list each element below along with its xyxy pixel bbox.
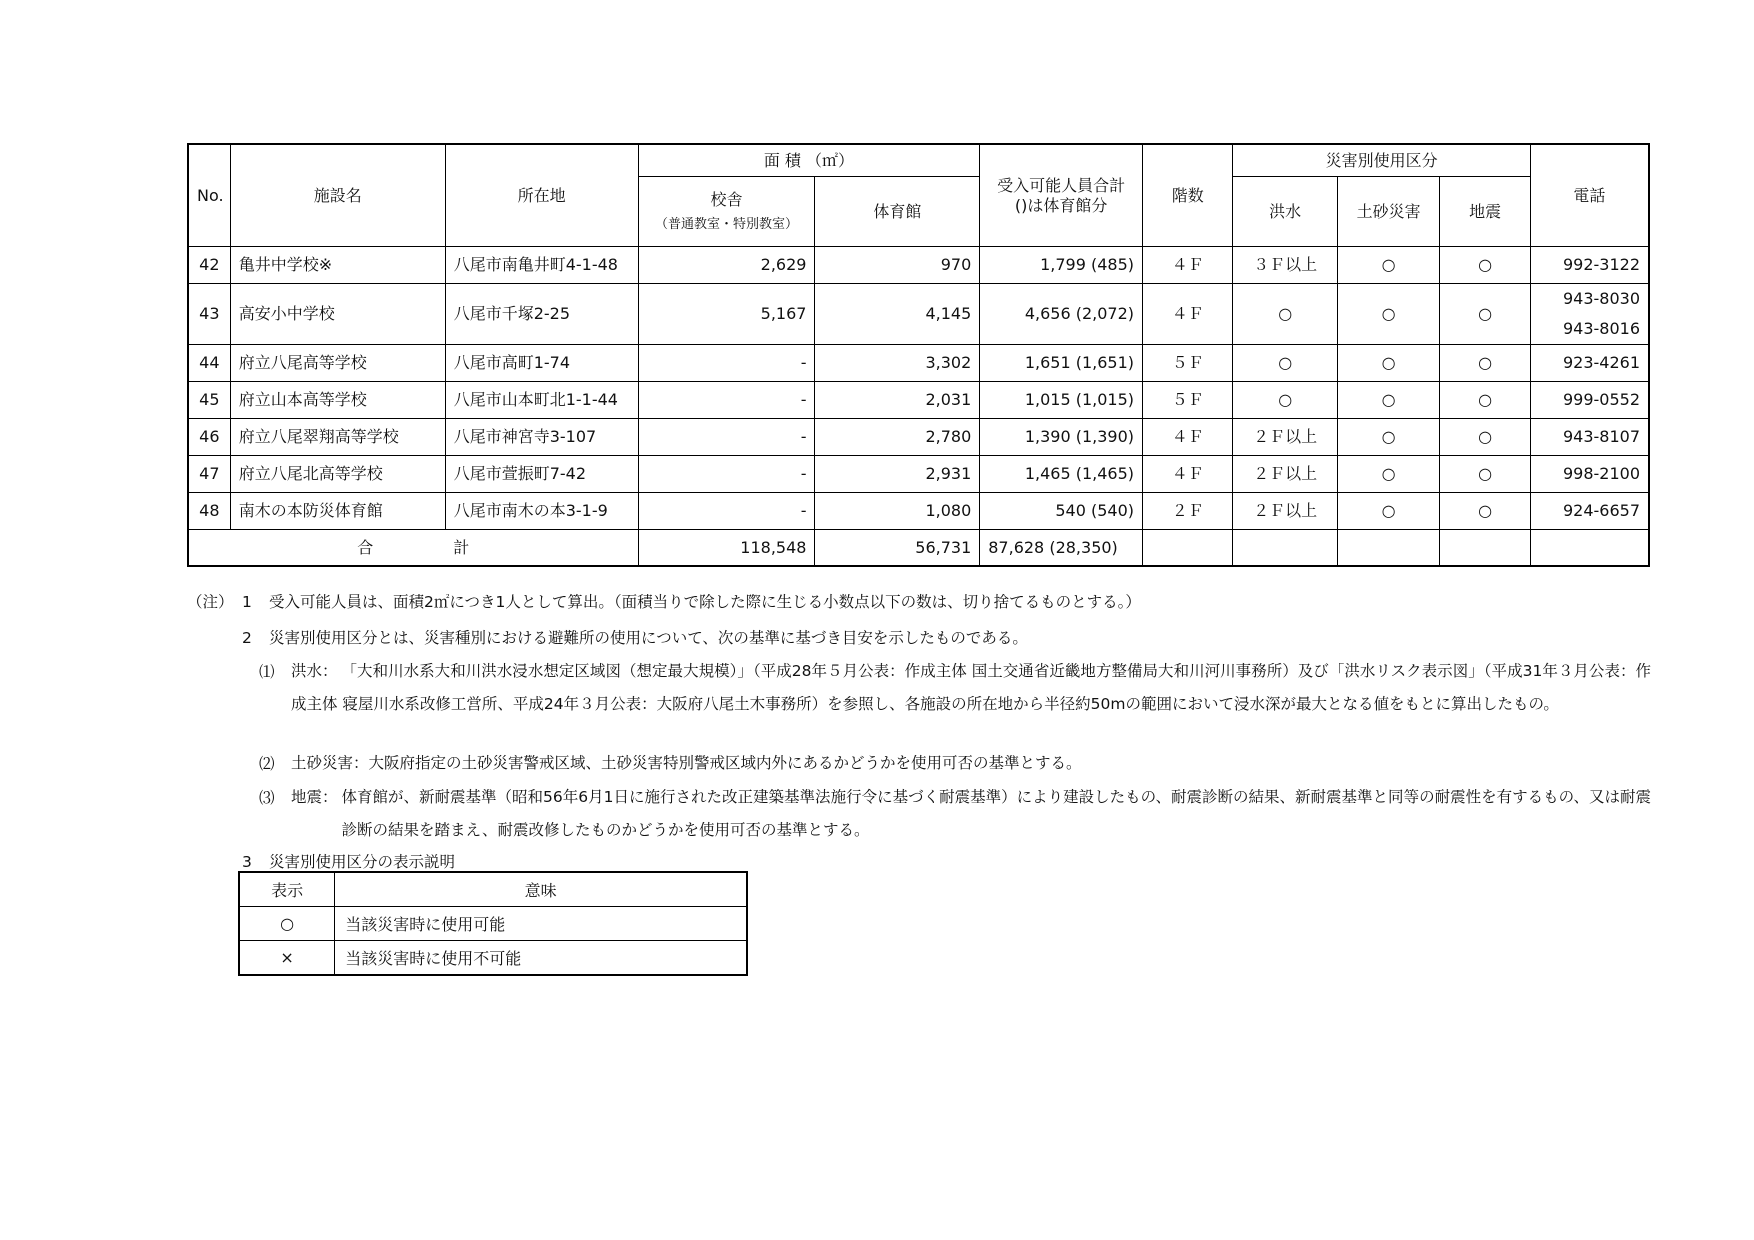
header-floors: 階数	[1143, 144, 1233, 247]
subnote-3-label: 地震：	[291, 788, 338, 806]
cell-facility-name: 府立八尾高等学校	[230, 345, 445, 382]
header-capacity-line1: 受入可能人員合計	[997, 176, 1126, 196]
cell-gym-area: 3,302	[815, 345, 980, 382]
note-label: （注）	[187, 593, 234, 611]
cell-no: 46	[188, 419, 230, 456]
cell-school-area: -	[638, 382, 815, 419]
table-row	[188, 493, 1649, 530]
cell-gym-area: 1,080	[815, 493, 980, 530]
cell-phone: 923-4261	[1530, 345, 1649, 382]
header-phone: 電話	[1530, 144, 1649, 247]
cell-floors: ２Ｆ	[1143, 493, 1233, 530]
total-empty-cell	[1530, 530, 1649, 567]
header-capacity-line2: ()は体育館分	[1014, 195, 1108, 215]
header-area-group: 面 積 （㎡）	[638, 144, 980, 177]
subnote-2-number: ⑵	[259, 755, 275, 773]
note-2-text: 災害別使用区分とは、災害種別における避難所の使用について、次の基準に基づき目安を示したものである。	[269, 629, 1028, 647]
header-school-building-sub: （普通教室・特別教室）	[655, 217, 799, 233]
legend-meaning: 当該災害時に使用不可能	[335, 941, 747, 976]
subnote-1-label: 洪水：	[291, 662, 338, 680]
cell-facility-name: 府立八尾翠翔高等学校	[230, 419, 445, 456]
cell-address: 八尾市千塚2-25	[445, 284, 638, 345]
subnote-2-label: 土砂災害：	[291, 754, 369, 772]
cell-capacity: 4,656 (2,072)	[980, 284, 1143, 345]
legend-row	[239, 907, 747, 941]
phone-number-2: 943-8016	[1562, 319, 1640, 338]
header-capacity	[980, 144, 1143, 247]
total-capacity: 87,628 (28,350)	[980, 530, 1143, 567]
cell-gym-area: 970	[815, 247, 980, 284]
cell-phone	[1530, 284, 1649, 345]
cell-flood: ○	[1233, 284, 1337, 345]
cell-school-area: 2,629	[638, 247, 815, 284]
header-address: 所在地	[445, 144, 638, 247]
cell-school-area: -	[638, 456, 815, 493]
cell-earthquake: ○	[1440, 284, 1530, 345]
cell-capacity: 1,015 (1,015)	[980, 382, 1143, 419]
table-row	[188, 419, 1649, 456]
subnote-3-earthquake	[291, 781, 1651, 847]
header-flood: 洪水	[1233, 177, 1337, 247]
cell-landslide: ○	[1337, 493, 1439, 530]
cell-floors: ５Ｆ	[1143, 345, 1233, 382]
cell-capacity: 1,390 (1,390)	[980, 419, 1143, 456]
table-row	[188, 456, 1649, 493]
subnote-3-number: ⑶	[259, 789, 275, 807]
total-empty-cell	[1233, 530, 1337, 567]
table-row	[188, 247, 1649, 284]
cell-no: 43	[188, 284, 230, 345]
header-gym: 体育館	[815, 177, 980, 247]
cell-floors: ５Ｆ	[1143, 382, 1233, 419]
header-no: No.	[188, 144, 230, 247]
cell-capacity: 1,799 (485)	[980, 247, 1143, 284]
cell-flood: ○	[1233, 382, 1337, 419]
note-2-number: 2	[242, 629, 252, 647]
legend-header-display: 表示	[239, 872, 335, 907]
note-3-number: 3	[242, 853, 252, 871]
cell-floors: ４Ｆ	[1143, 284, 1233, 345]
cell-phone: 992-3122	[1530, 247, 1649, 284]
cell-school-area: -	[638, 345, 815, 382]
cell-floors: ４Ｆ	[1143, 419, 1233, 456]
note-1-text: 受入可能人員は、面積2㎡につき1人として算出。（面積当りで除した際に生じる小数点以下の数は、切り捨てるものとする。）	[269, 593, 1141, 611]
subnote-1-text: 「大和川水系大和川洪水浸水想定区域図（想定最大規模）」（平成28年５月公表：作成主体 国土交通省近畿地方整備局大和川河川事務所）及び「洪水リスク表示図」（平成31年３月公表：作成主体 寝屋川水系改修工営所、平成24年３月公表：大阪府八尾土木事務所）を参照し、各施設の所在地から半径約50mの範囲において浸水深が最大となる値をもとに算出したもの。	[291, 662, 1651, 713]
total-school-area: 118,548	[638, 530, 815, 567]
cell-landslide: ○	[1337, 345, 1439, 382]
cell-earthquake: ○	[1440, 345, 1530, 382]
legend-header-row	[239, 872, 747, 907]
cell-facility-name: 府立山本高等学校	[230, 382, 445, 419]
total-row	[188, 530, 1649, 567]
cell-landslide: ○	[1337, 284, 1439, 345]
subnote-3-text: 体育館が、新耐震基準（昭和56年6月1日に施行された改正建築基準法施行令に基づく耐震基準）により建設したもの、耐震診断の結果、新耐震基準と同等の耐震性を有するもの、又は耐震診断の結果を踏まえ、耐震改修したものかどうかを使用可否の基準とする。	[341, 788, 1651, 839]
cell-earthquake: ○	[1440, 419, 1530, 456]
cell-earthquake: ○	[1440, 247, 1530, 284]
cell-address: 八尾市神宮寺3-107	[445, 419, 638, 456]
cell-facility-name: 南木の本防災体育館	[230, 493, 445, 530]
cell-earthquake: ○	[1440, 382, 1530, 419]
header-disaster-group: 災害別使用区分	[1233, 144, 1530, 177]
cell-school-area: -	[638, 493, 815, 530]
cell-flood: ２Ｆ以上	[1233, 419, 1337, 456]
header-landslide: 土砂災害	[1337, 177, 1439, 247]
header-facility-name: 施設名	[230, 144, 445, 247]
total-gym-area: 56,731	[815, 530, 980, 567]
subnote-1-number: ⑴	[259, 663, 275, 681]
total-empty-cell	[1440, 530, 1530, 567]
cell-facility-name: 亀井中学校※	[230, 247, 445, 284]
cell-phone: 943-8107	[1530, 419, 1649, 456]
cell-no: 42	[188, 247, 230, 284]
cell-floors: ４Ｆ	[1143, 456, 1233, 493]
cell-facility-name: 高安小中学校	[230, 284, 445, 345]
total-empty-cell	[1337, 530, 1439, 567]
cell-capacity: 1,465 (1,465)	[980, 456, 1143, 493]
cell-landslide: ○	[1337, 456, 1439, 493]
phone-number-1: 943-8030	[1562, 289, 1640, 308]
cell-phone: 924-6657	[1530, 493, 1649, 530]
cell-facility-name: 府立八尾北高等学校	[230, 456, 445, 493]
cell-address: 八尾市高町1-74	[445, 345, 638, 382]
legend-row	[239, 941, 747, 976]
shelter-table	[187, 143, 1650, 567]
cell-address: 八尾市南亀井町4-1-48	[445, 247, 638, 284]
subnote-2-text: 大阪府指定の土砂災害警戒区域、土砂災害特別警戒区域内外にあるかどうかを使用可否の基準とする。	[368, 754, 1082, 772]
legend-meaning: 当該災害時に使用可能	[335, 907, 747, 941]
cell-gym-area: 2,931	[815, 456, 980, 493]
total-label: 合 計	[188, 530, 638, 567]
cell-floors: ４Ｆ	[1143, 247, 1233, 284]
table-row	[188, 382, 1649, 419]
cell-no: 47	[188, 456, 230, 493]
legend-symbol-cross: ×	[239, 941, 335, 976]
cell-no: 45	[188, 382, 230, 419]
note-3-text: 災害別使用区分の表示説明	[269, 853, 456, 871]
legend-symbol-circle: ○	[239, 907, 335, 941]
cell-landslide: ○	[1337, 382, 1439, 419]
cell-address: 八尾市萱振町7-42	[445, 456, 638, 493]
header-school-building-label: 校舎	[710, 190, 743, 210]
cell-flood: ２Ｆ以上	[1233, 493, 1337, 530]
cell-gym-area: 2,780	[815, 419, 980, 456]
cell-no: 44	[188, 345, 230, 382]
cell-gym-area: 2,031	[815, 382, 980, 419]
cell-address: 八尾市南木の本3-1-9	[445, 493, 638, 530]
cell-flood: ３Ｆ以上	[1233, 247, 1337, 284]
cell-school-area: -	[638, 419, 815, 456]
cell-capacity: 1,651 (1,651)	[980, 345, 1143, 382]
header-earthquake: 地震	[1440, 177, 1530, 247]
cell-no: 48	[188, 493, 230, 530]
table-row	[188, 345, 1649, 382]
table-row	[188, 284, 1649, 345]
cell-phone: 998-2100	[1530, 456, 1649, 493]
cell-capacity: 540 (540)	[980, 493, 1143, 530]
legend-header-meaning: 意味	[335, 872, 747, 907]
legend-table	[238, 871, 748, 976]
subnote-2-landslide	[291, 747, 1651, 780]
cell-landslide: ○	[1337, 247, 1439, 284]
cell-flood: ２Ｆ以上	[1233, 456, 1337, 493]
cell-landslide: ○	[1337, 419, 1439, 456]
cell-flood: ○	[1233, 345, 1337, 382]
cell-school-area: 5,167	[638, 284, 815, 345]
cell-phone: 999-0552	[1530, 382, 1649, 419]
cell-earthquake: ○	[1440, 456, 1530, 493]
subnote-1-flood	[291, 655, 1651, 721]
note-1-number: 1	[242, 593, 252, 611]
cell-address: 八尾市山本町北1-1-44	[445, 382, 638, 419]
total-empty-cell	[1143, 530, 1233, 567]
cell-gym-area: 4,145	[815, 284, 980, 345]
header-school-building	[638, 177, 815, 247]
cell-earthquake: ○	[1440, 493, 1530, 530]
